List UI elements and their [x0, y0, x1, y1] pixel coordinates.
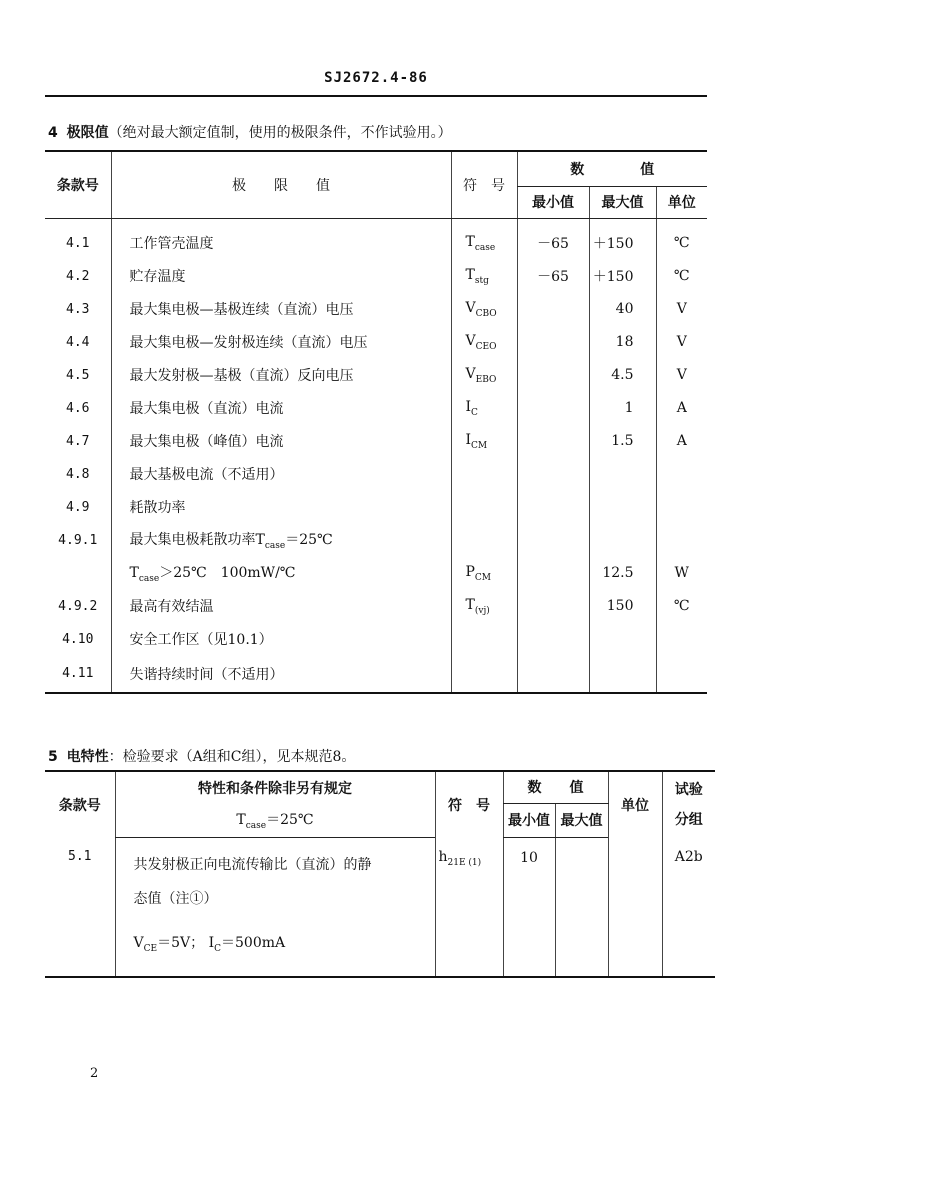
table-row — [45, 837, 715, 977]
row-clause-number: 4.8 — [66, 466, 90, 482]
row-limit-text: 失谐持续时间（不适用） — [129, 666, 284, 683]
table-row — [45, 557, 707, 590]
row-symbol — [451, 392, 517, 425]
row-min-value — [517, 425, 589, 458]
row-max-text: 18 — [615, 334, 634, 350]
row-limit-text: 最大集电极耗散功率T — [129, 532, 265, 549]
table-row — [45, 359, 707, 392]
table-row — [45, 524, 707, 557]
col-max: 最大值 — [589, 186, 656, 218]
row-symbol — [451, 656, 517, 693]
table-row — [45, 392, 707, 425]
row-max-value — [589, 326, 656, 359]
col5-group-line2: 分组 — [674, 811, 703, 828]
row-limit-tail: ＞25℃ 100mW/℃ — [159, 565, 296, 582]
row-clause-number: 4.7 — [66, 433, 90, 449]
row5-cond-v-sub: CE — [143, 943, 158, 954]
row5-cond-v-tail: ＝5V； — [157, 934, 205, 951]
col5-group-line1: 试验 — [674, 781, 703, 798]
row-symbol-letter: I — [465, 431, 472, 448]
row-limit-name — [111, 293, 451, 326]
row-min-value — [517, 557, 589, 590]
row-symbol — [451, 557, 517, 590]
col5-max: 最大值 — [555, 803, 608, 837]
row-min-value — [517, 590, 589, 623]
row-max-value — [589, 458, 656, 491]
row5-num: 5.1 — [45, 837, 115, 977]
row-unit: V — [656, 326, 707, 359]
row-max-text: ＋150 — [592, 269, 634, 285]
electrical-characteristics-table — [45, 770, 715, 978]
row-limit-text: T — [129, 565, 139, 582]
section-5-subtitle: ：检验要求（A组和C组），见本规范8。 — [108, 749, 356, 765]
row-symbol — [451, 260, 517, 293]
row-limit-name — [111, 326, 451, 359]
row5-desc — [115, 837, 435, 977]
row-symbol-subscript: CM — [471, 440, 488, 451]
row-symbol-letter: P — [465, 563, 475, 580]
col5-value: 数 值 — [503, 771, 608, 803]
row-max-value — [589, 260, 656, 293]
row-max-text: 150 — [606, 598, 634, 614]
row-limit-text: 安全工作区（见10.1） — [129, 632, 273, 648]
row-symbol — [451, 326, 517, 359]
row-unit — [656, 491, 707, 524]
row-clause-number: 4.2 — [66, 268, 90, 284]
row-min-value — [517, 392, 589, 425]
row-symbol-letter: V — [465, 365, 476, 382]
table-row — [45, 218, 707, 260]
section-4-title — [48, 122, 452, 142]
row-limit-name — [111, 458, 451, 491]
row-min-value: －65 — [517, 260, 589, 293]
row-max-value — [589, 623, 656, 656]
cond-temp-tail: ＝25℃ — [266, 811, 314, 828]
row-min-value — [517, 524, 589, 557]
row-unit: ℃ — [656, 590, 707, 623]
section-4-heading: 极限值 — [66, 125, 109, 141]
col-value: 数 值 — [517, 151, 707, 186]
row-symbol — [451, 458, 517, 491]
col5-group — [662, 771, 715, 837]
row-symbol — [451, 425, 517, 458]
row-symbol-subscript: CBO — [475, 308, 497, 319]
row-symbol-subscript: EBO — [475, 374, 497, 385]
row-max-value — [589, 293, 656, 326]
row-clause-number: 4.9.1 — [58, 532, 98, 548]
col-min: 最小值 — [517, 186, 589, 218]
row-max-text: 1.5 — [611, 433, 634, 449]
table-row — [45, 260, 707, 293]
table-row — [45, 293, 707, 326]
section-5-number: 5 — [48, 749, 58, 765]
table-row — [45, 458, 707, 491]
row-limit-text: 最大集电极（直流）电流 — [129, 401, 284, 417]
row-unit — [656, 656, 707, 693]
row-max-value — [589, 392, 656, 425]
row-symbol — [451, 491, 517, 524]
row-max-value — [589, 656, 656, 693]
row5-min: 10 — [503, 837, 555, 977]
col5-min: 最小值 — [503, 803, 555, 837]
col5-condition: 特性和条件除非另有规定 — [115, 771, 435, 803]
row-clause-number: 4.4 — [66, 334, 90, 350]
row-limit-name — [111, 425, 451, 458]
row-max-value — [589, 557, 656, 590]
row-symbol-subscript: case — [474, 242, 496, 253]
row-clause-number: 4.3 — [66, 301, 90, 317]
row-min-value — [517, 623, 589, 656]
row5-sym: h — [438, 849, 448, 865]
row5-cond-i-tail: ＝500mA — [221, 934, 286, 951]
row-symbol-letter: I — [465, 398, 472, 415]
section-5-heading: 电特性 — [66, 749, 109, 765]
row-limit-subscript: case — [264, 540, 286, 551]
row-unit — [656, 458, 707, 491]
table-row — [45, 656, 707, 693]
row-limit-text: 最大集电极—基极连续（直流）电压 — [129, 302, 354, 318]
row-min-value: －65 — [517, 218, 589, 260]
section-4-number: 4 — [48, 125, 58, 141]
row5-cond-i: I — [208, 934, 215, 951]
row-max-text: 40 — [615, 301, 634, 317]
row-limit-name — [111, 491, 451, 524]
row-limit-text: 最大集电极—发射极连续（直流）电压 — [129, 335, 368, 351]
row-symbol-letter: V — [465, 332, 476, 349]
row-limit-subscript: case — [138, 573, 160, 584]
row-symbol-subscript: C — [471, 407, 478, 418]
row-min-value — [517, 359, 589, 392]
row-max-value — [589, 524, 656, 557]
row-min-value — [517, 656, 589, 693]
row-unit: ℃ — [656, 260, 707, 293]
row-symbol — [451, 293, 517, 326]
row-max-value — [589, 425, 656, 458]
row-symbol-letter: V — [465, 299, 476, 316]
section-5-title — [48, 746, 355, 766]
row-limit-name — [111, 359, 451, 392]
row-unit: V — [656, 293, 707, 326]
row-limit-name — [111, 623, 451, 656]
row-limit-text: 最大基极电流（不适用） — [129, 467, 284, 483]
row-limit-text: 最高有效结温 — [129, 599, 214, 615]
row-unit: A — [656, 425, 707, 458]
col5-condition-temp — [115, 803, 435, 837]
row-min-value — [517, 491, 589, 524]
row5-cond-i-sub: C — [214, 943, 221, 954]
row-limit-text: 耗散功率 — [129, 500, 186, 516]
row-max-value — [589, 590, 656, 623]
col-unit: 单位 — [656, 186, 707, 218]
col-limit: 极 限 值 — [111, 151, 451, 218]
row-symbol — [451, 524, 517, 557]
row-clause-number: 4.11 — [45, 656, 111, 693]
table-row — [45, 326, 707, 359]
row-symbol — [451, 590, 517, 623]
row-max-text: 1 — [624, 400, 634, 416]
row5-conditions — [134, 926, 435, 966]
row-symbol-letter: T — [465, 233, 475, 250]
row5-unit — [608, 837, 662, 977]
row-min-value — [517, 293, 589, 326]
col5-unit: 单位 — [608, 771, 662, 837]
document-code: SJ2672.4-86 — [324, 70, 428, 86]
row-clause-number: 4.10 — [62, 631, 94, 647]
row5-symbol — [435, 837, 503, 977]
row-limit-name — [111, 524, 451, 557]
table-row — [45, 590, 707, 623]
col-clause: 条款号 — [45, 151, 111, 218]
row-symbol — [451, 623, 517, 656]
row-limit-name — [111, 656, 451, 693]
row-max-text: ＋150 — [592, 236, 634, 252]
row-clause-number: 4.6 — [66, 400, 90, 416]
row-limit-name — [111, 557, 451, 590]
row-clause-number: 4.9.2 — [58, 598, 98, 614]
row-unit: W — [656, 557, 707, 590]
row5-desc-line1: 共发射极正向电流传输比（直流）的静 — [133, 856, 372, 873]
col-symbol: 符 号 — [451, 151, 517, 218]
row-min-value — [517, 326, 589, 359]
row-unit — [656, 524, 707, 557]
table-row — [45, 623, 707, 656]
row-limit-name — [111, 590, 451, 623]
row-symbol-subscript: CEO — [475, 341, 497, 352]
row5-max — [555, 837, 608, 977]
row-max-text: 12.5 — [602, 565, 634, 581]
row5-sym-sub: 21E (1) — [447, 857, 482, 868]
row-symbol-letter: T — [465, 596, 475, 613]
limit-values-table — [45, 150, 707, 694]
col5-clause: 条款号 — [45, 771, 115, 837]
row-limit-name — [111, 218, 451, 260]
cond-temp-sub: case — [245, 820, 267, 831]
row-symbol-letter: T — [465, 266, 475, 283]
row5-desc-line2: 态值（注①） — [133, 890, 218, 907]
row-symbol — [451, 218, 517, 260]
col5-symbol: 符 号 — [435, 771, 503, 837]
row-symbol-subscript: CM — [474, 572, 492, 583]
row-max-text: 4.5 — [611, 367, 634, 383]
row-limit-text: 最大发射极—基极（直流）反向电压 — [129, 368, 354, 384]
row-unit — [656, 623, 707, 656]
row-unit: A — [656, 392, 707, 425]
section-4-subtitle: （绝对最大额定值制，使用的极限条件，不作试验用。） — [108, 125, 452, 141]
row-max-value — [589, 218, 656, 260]
row-symbol-subscript: (vj) — [474, 605, 490, 616]
cond-temp-sym: T — [236, 811, 246, 828]
row-max-value — [589, 491, 656, 524]
row-clause-number: 4.1 — [66, 235, 90, 251]
row-limit-name — [111, 392, 451, 425]
row-symbol-subscript: stg — [474, 275, 489, 286]
row-max-value — [589, 359, 656, 392]
row5-cond-v: V — [133, 934, 144, 951]
row-limit-text: 工作管壳温度 — [129, 236, 214, 252]
row-limit-name — [111, 260, 451, 293]
row-clause-number: 4.5 — [66, 367, 90, 383]
row-unit: ℃ — [656, 218, 707, 260]
table-row — [45, 491, 707, 524]
page-number: 2 — [90, 1066, 99, 1081]
row-min-value — [517, 458, 589, 491]
row-symbol — [451, 359, 517, 392]
row-limit-text: 贮存温度 — [129, 269, 186, 285]
row-limit-text: 最大集电极（峰值）电流 — [129, 434, 284, 450]
header-rule — [45, 95, 707, 97]
row-clause-number — [45, 557, 111, 590]
row-limit-tail: ＝25℃ — [285, 532, 333, 549]
row-clause-number: 4.9 — [66, 499, 90, 515]
row-unit: V — [656, 359, 707, 392]
row5-group: A2b — [662, 837, 715, 977]
table-row — [45, 425, 707, 458]
